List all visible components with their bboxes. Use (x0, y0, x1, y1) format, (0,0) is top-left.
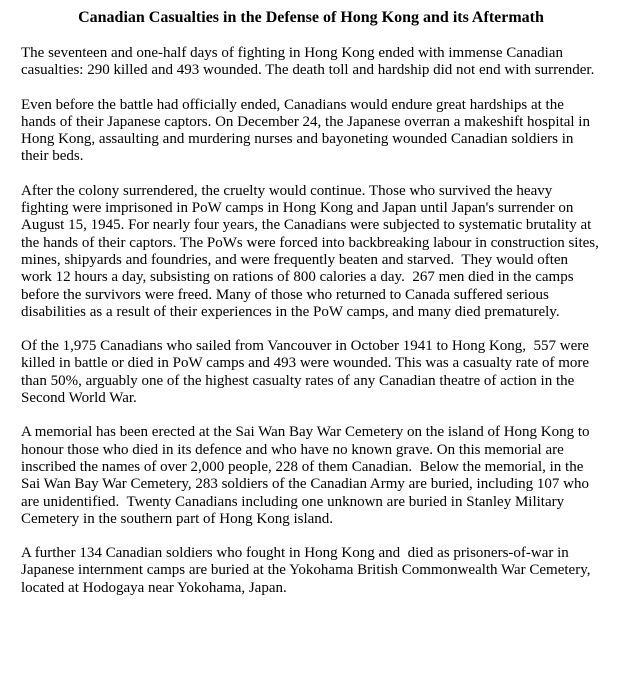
paragraph-casualty-summary: The seventeen and one-half days of fighting in Hong Kong ended with immense Canadian casualties: 290 killed and 493 wounded. The death toll and hardship did not end with surrender. (21, 45, 595, 79)
paragraph-yokohama-cemetery: A further 134 Canadian soldiers who fought in Hong Kong and died as prisoners-of-war in Japanese internment camps are buried at the Yokohama British Commonwealth War Cemetery, located at Hodogaya near Yokohama, Japan. (21, 545, 595, 596)
paragraph-pow-camps: After the colony surrendered, the cruelty would continue. Those who survived the heavy fighting were imprisoned in PoW camps in Hong Kong and Japan until Japan's surrender on August 15, 1945. For nearly four years, the Canadians were subjected to systematic brutality at the hands of their captors. The PoWs were forced into backbreaking labour in construction sites, mines, shipyards and foundries, and were frequently beaten and starved. They would often work 12 hours a day, subsisting on rations of 800 calories a day. 267 men died in the camps before the survivors were freed. Many of those who returned to Canada suffered serious disabilities as a result of their experiences in the PoW camps, and many died prematurely. (21, 182, 603, 320)
paragraph-hospital-atrocity: Even before the battle had officially ended, Canadians would endure great hardships at the hands of their Japanese captors. On December 24, the Japanese overran a makeshift hospital in Hong Kong, assaulting and murdering nurses and bayoneting wounded Canadian soldiers in their beds. (21, 96, 594, 165)
paragraph-casualty-rate: Of the 1,975 Canadians who sailed from Vancouver in October 1941 to Hong Kong, 557 were killed in battle or died in PoW camps and 493 were wounded. This was a casualty rate of more than 50%, arguably one of the highest casualty rates of any Canadian theatre of action in the Second World War. (21, 338, 593, 407)
paragraph-sai-wan-memorial: A memorial has been erected at the Sai Wan Bay War Cemetery on the island of Hong Kong to honour those who died in its defence and who have no known grave. On this memorial are inscribed the names of over 2,000 people, 228 of them Canadian. Below the memorial, in the Sai Wan Bay War Cemetery, 283 soldiers of the Canadian Army are buried, including 107 who are unidentified. Twenty Canadians including one unknown are buried in Stanley Military Cemetery in the southern part of Hong Kong island. (21, 424, 594, 527)
document-title: Canadian Casualties in the Defense of Hong Kong and its Aftermath (78, 9, 544, 26)
